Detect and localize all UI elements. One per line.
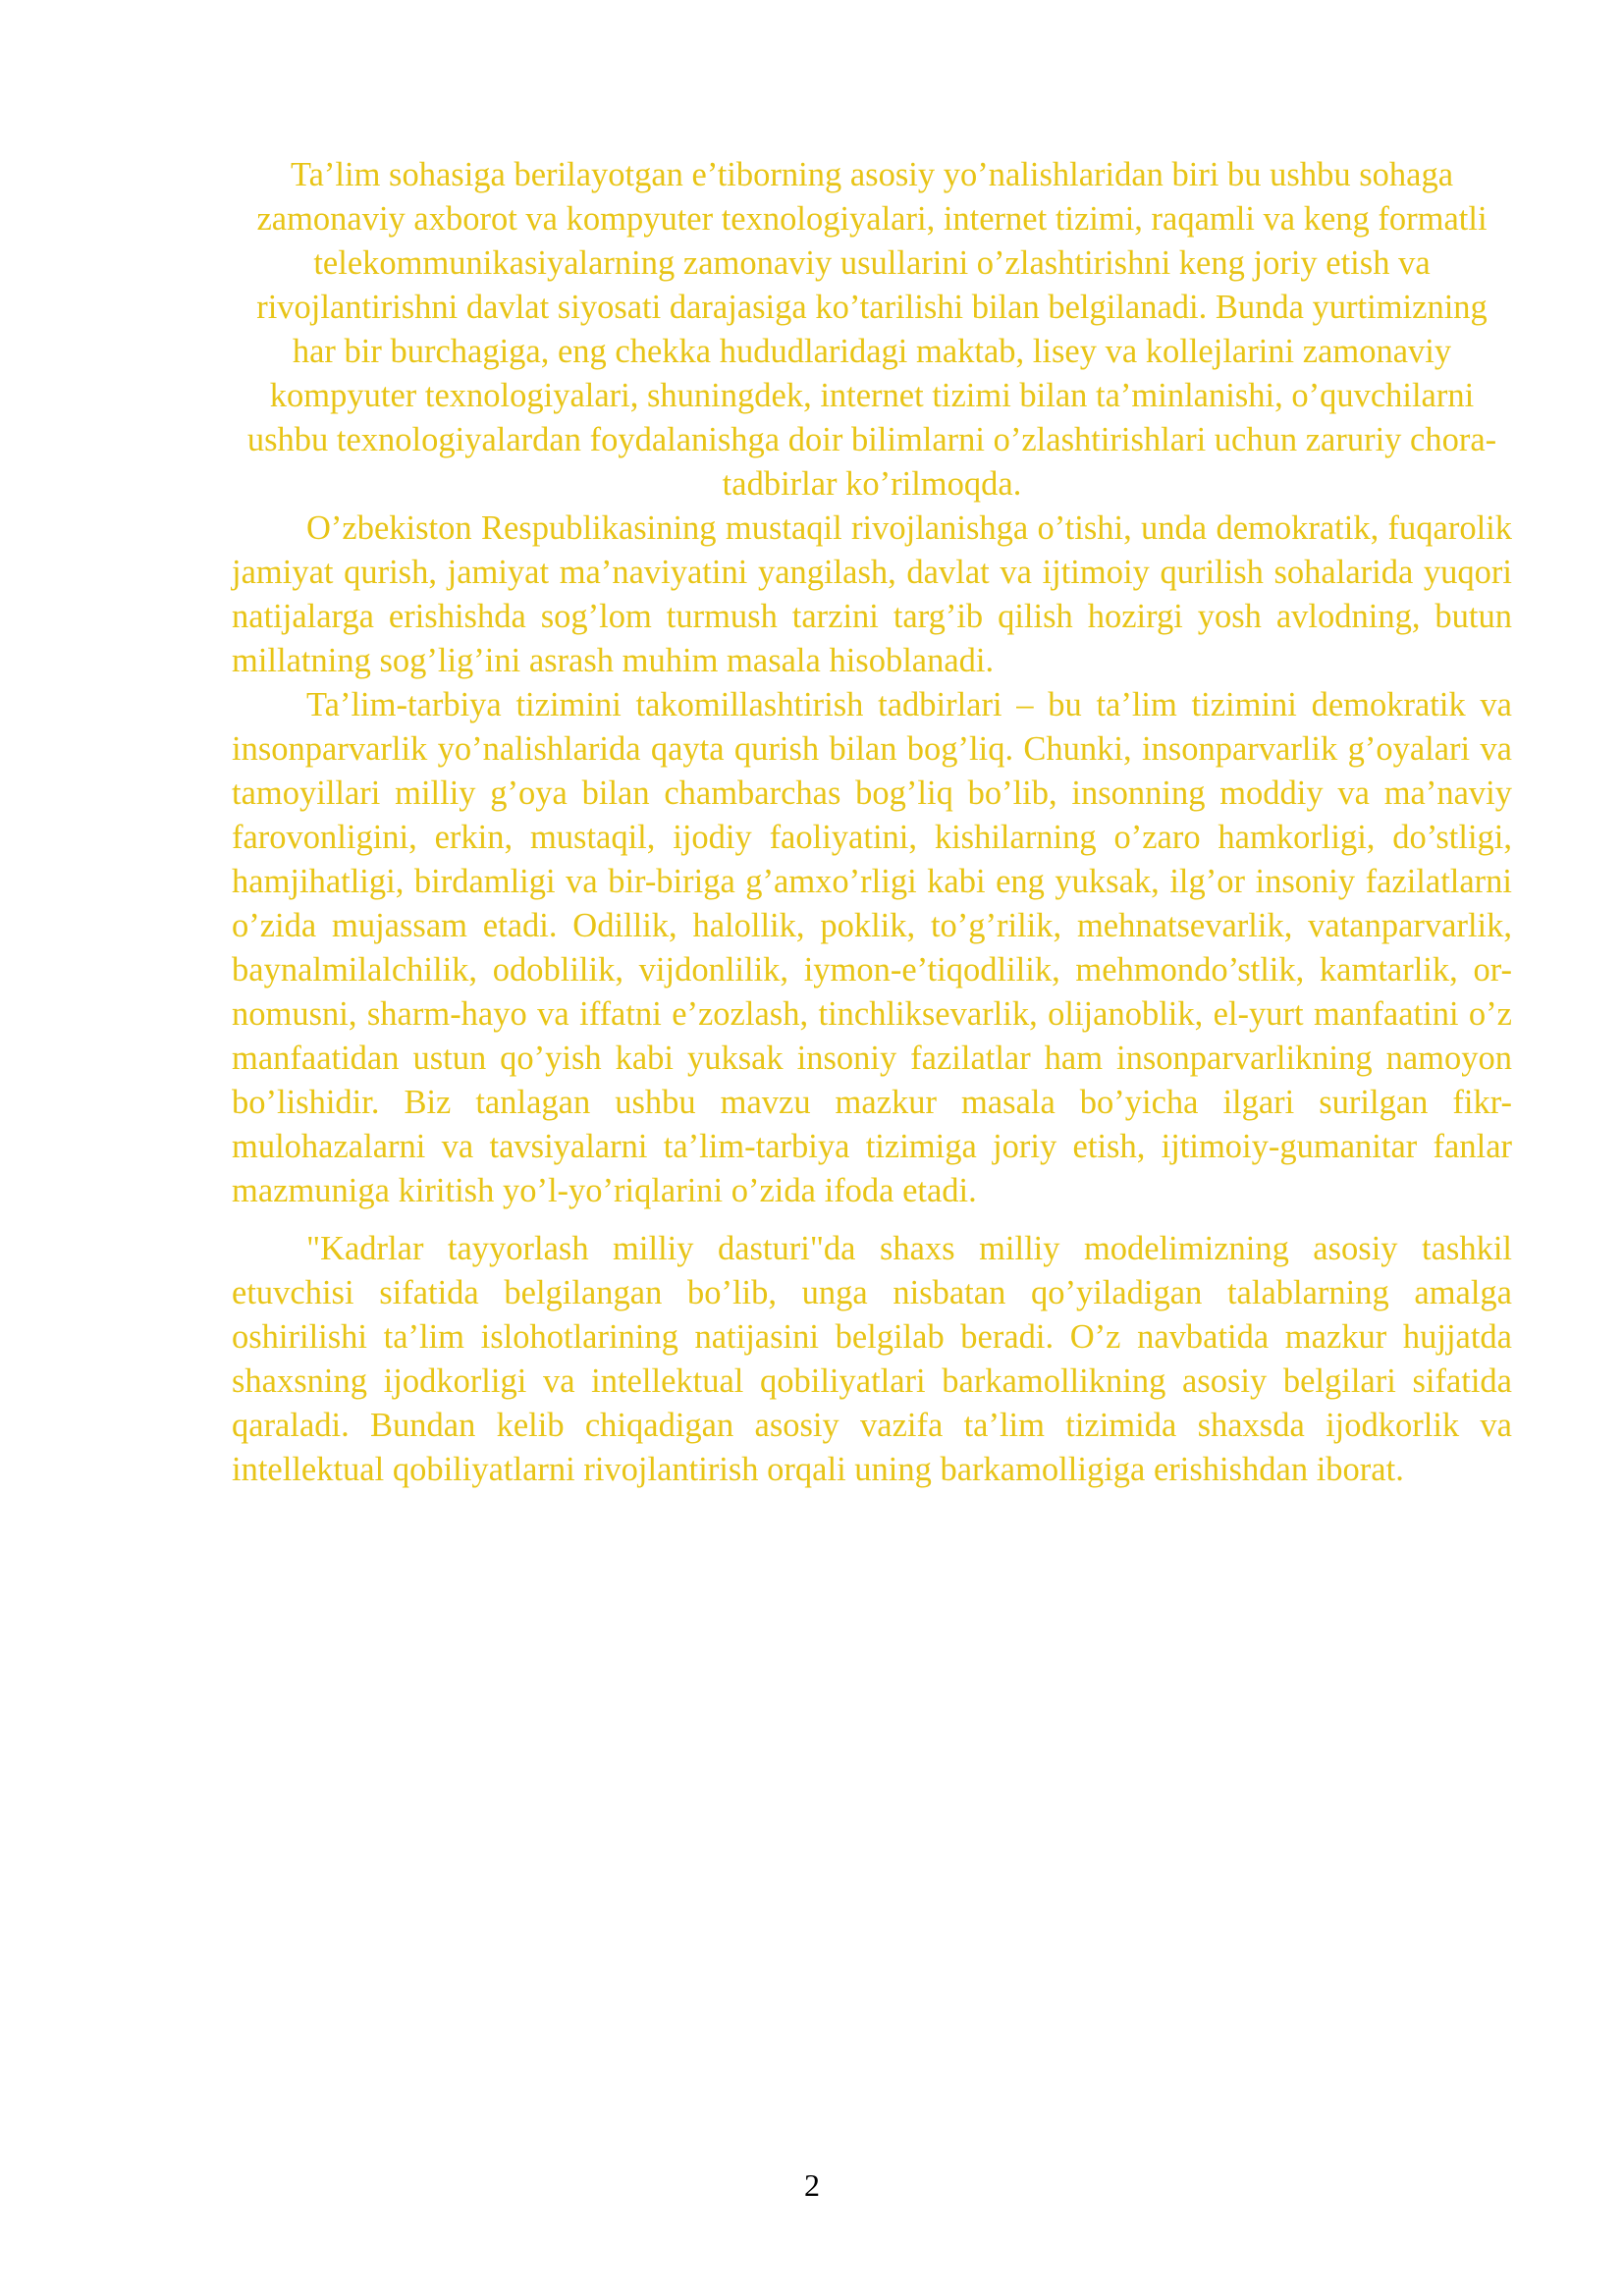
paragraph-healthy-lifestyle: O’zbekiston Respublikasining mustaqil rivojlanishga o’tishi, unda demokratik, fuqarolik jamiyat qurish, jamiyat ma’naviyatini yangilash, davlat va ijtimoiy qurilish sohalarida yuqori natijalarga erishishda sog’lom turmush tarzini targ’ib qilish hozirgi yosh avlodning, butun millatning sog’lig’ini asrash muhim masala hisoblanadi. (232, 509, 1512, 679)
paragraph-personnel-training-program: "Kadrlar tayyorlash milliy dasturi"da shaxs milliy modelimizning asosiy tashkil etuvchisi sifatida belgilangan bo’lib, unga nisbatan qo’yiladigan talablarning amalga oshirilishi ta’lim islohotlarining natijasini belgilab beradi. O’z navbatida mazkur hujjatda shaxsning ijodkorligi va intellektual qobiliyatlari barkamollikning asosiy belgilari sifatida qaraladi. Bundan kelib chiqadigan asosiy vazifa ta’lim tizimida shaxsda ijodkorlik va intellektual qobiliyatlarni rivojlantirish orqali uning barkamolligiga erishishdan iborat. (232, 1230, 1512, 1488)
paragraph-ict-education: Ta’lim sohasiga berilayotgan e’tiborning asosiy yo’nalishlaridan biri bu ushbu sohaga zamonaviy axborot va kompyuter texnologiyalari, internet tizimi, raqamli va keng formatli telekommunikasiyalarning zamonaviy usullarini o’zlashtirishni keng joriy etish va rivojlantirishni davlat siyosati darajasiga ko’tarilishi bilan belgilanadi. Bunda yurtimizning har bir burchagiga, eng chekka hududlaridagi maktab, lisey va kollejlarini zamonaviy kompyuter texnologiyalari, shuningdek, internet tizimi bilan ta’minlanishi, o’quvchilarni ushbu texnologiyalardan foydalanishga doir bilimlarni o’zlashtirishlari uchun zaruriy chora-tadbirlar ko’rilmoqda. (246, 156, 1497, 503)
page-number: 2 (804, 2167, 820, 2203)
body-text (232, 153, 1512, 1492)
paragraph-education-reform: Ta’lim-tarbiya tizimini takomillashtirish tadbirlari – bu ta’lim tizimini demokratik va insonparvarlik yo’nalishlarida qayta qurish bilan bog’liq. Chunki, insonparvarlik g’oyalari va tamoyillari milliy g’oya bilan chambarchas bog’liq bo’lib, insonning moddiy va ma’naviy farovonligini, erkin, mustaqil, ijodiy faoliyatini, kishilarning o’zaro hamkorligi, do’stligi, hamjihatligi, birdamligi va bir-biriga g’amxo’rligi kabi eng yuksak, ilg’or insoniy fazilatlarni o’zida mujassam etadi. Odillik, halollik, poklik, to’g’rilik, mehnatsevarlik, vatanparvarlik, baynalmilalchilik, odoblilik, vijdonlilik, iymon-e’tiqodlilik, mehmondo’stlik, kamtarlik, or-nomusni, sharm-hayo va iffatni e’zozlash, tinchliksevarlik, olijanoblik, el-yurt manfaatini o’z manfaatidan ustun qo’yish kabi yuksak insoniy fazilatlar ham insonparvarlikning namoyon bo’lishidir. Biz tanlagan ushbu mavzu mazkur masala bo’yicha ilgari surilgan fikr-mulohazalarni va tavsiyalarni ta’lim-tarbiya tizimiga joriy etish, ijtimoiy-gumanitar fanlar mazmuniga kiritish yo’l-yo’riqlarini o’zida ifoda etadi. (232, 686, 1512, 1209)
